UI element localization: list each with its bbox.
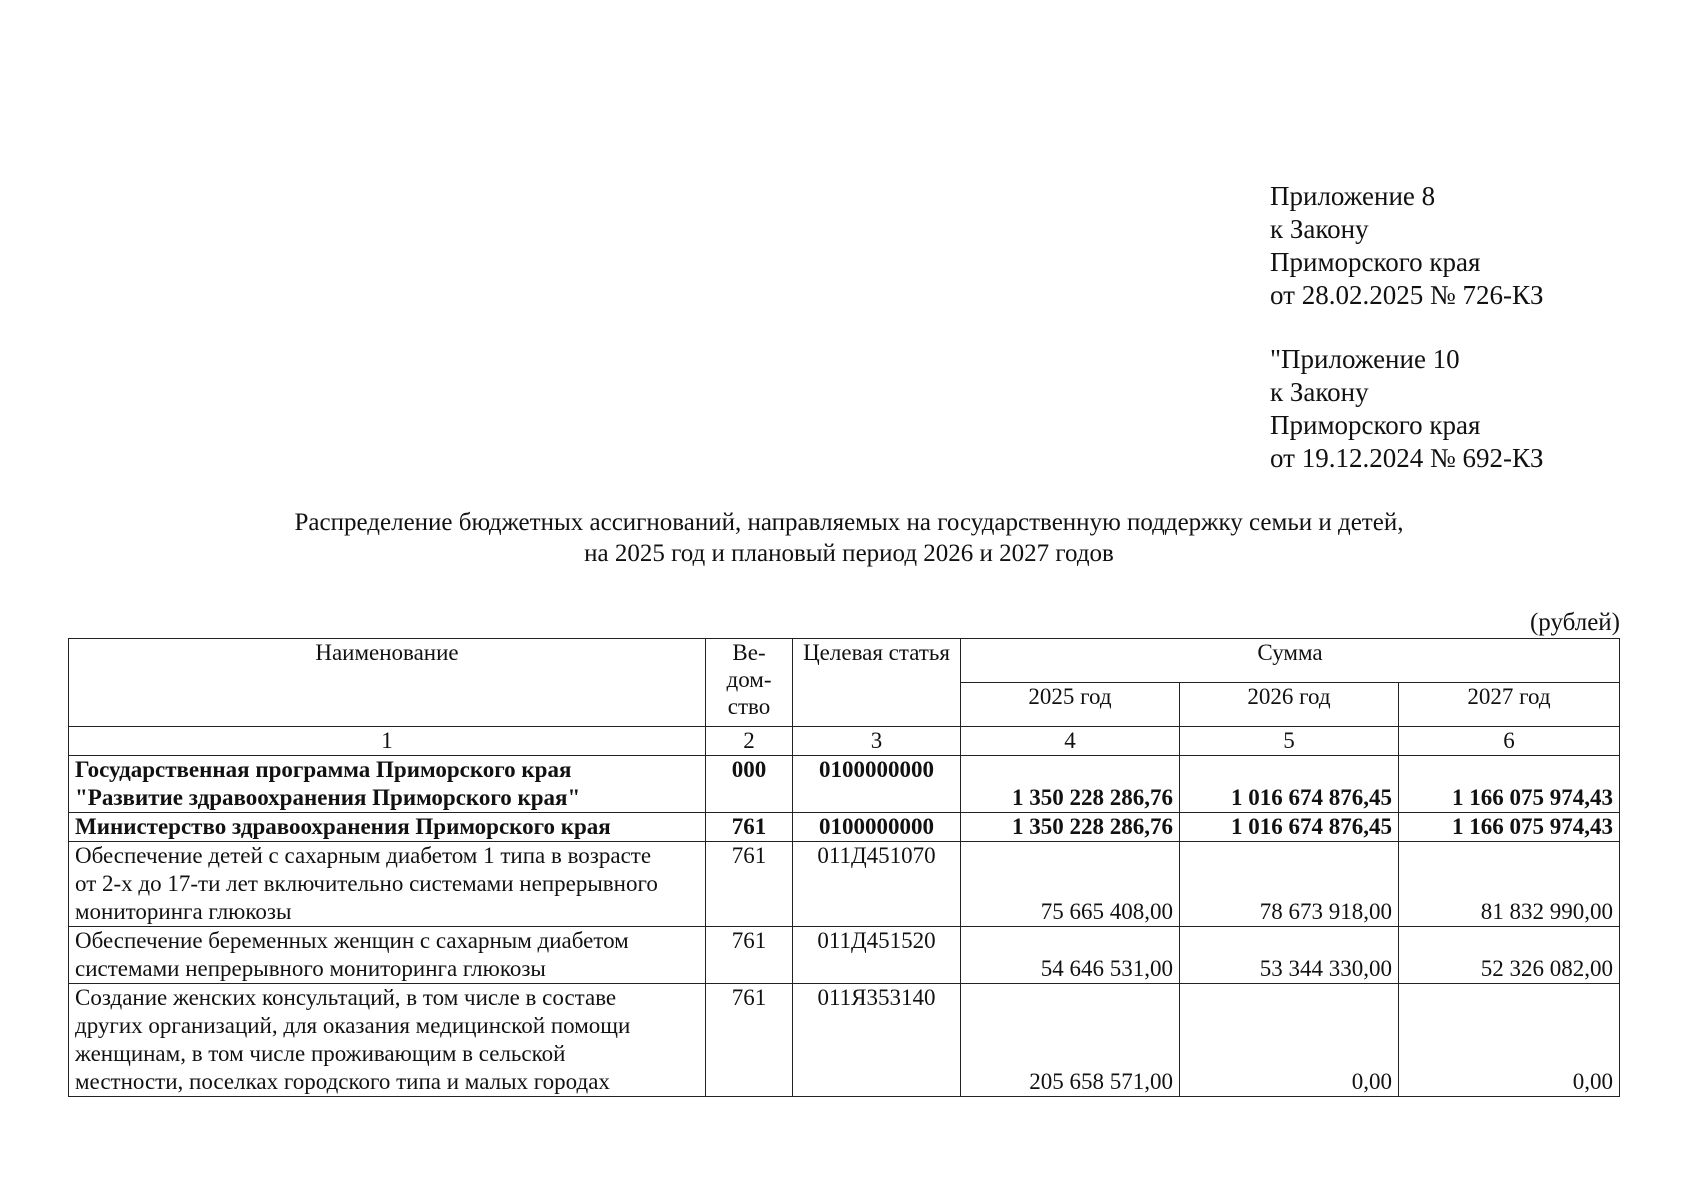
row-name-line: женщинам, в том числе проживающим в сельской [75, 1041, 566, 1066]
table-row [69, 842, 1620, 927]
row-name-line: других организаций, для оказания медицинской помощи [75, 1013, 631, 1038]
annex-current-reference [1270, 180, 1543, 312]
row-amount-2026: 1 016 674 876,45 [1180, 813, 1399, 842]
row-name-line: мониторинга глюкозы [75, 899, 292, 924]
header-sum: Сумма [961, 639, 1620, 683]
header-department [706, 639, 793, 727]
row-amount-2026: 53 344 330,00 [1180, 927, 1399, 984]
document-title [0, 507, 1698, 569]
row-name [69, 927, 706, 984]
row-name-line: Обеспечение детей с сахарным диабетом 1 типа в возрасте [75, 843, 652, 868]
row-amount-2025: 1 350 228 286,76 [961, 813, 1180, 842]
header-department-line-3: ство [727, 694, 771, 719]
row-target-item: 011Я353140 [793, 984, 961, 1097]
annex-current-line-2: к Закону [1270, 214, 1369, 244]
column-number: 2 [706, 727, 793, 756]
document-title-line-1: Распределение бюджетных ассигнований, направляемых на государственную поддержку семьи и детей, [294, 509, 1404, 536]
row-department: 761 [706, 927, 793, 984]
column-number: 1 [69, 727, 706, 756]
row-target-item: 011Д451070 [793, 842, 961, 927]
header-name: Наименование [69, 639, 706, 727]
row-department: 761 [706, 813, 793, 842]
header-department-line-1: Ве- [732, 640, 766, 665]
row-amount-2027: 81 832 990,00 [1399, 842, 1620, 927]
row-department: 761 [706, 984, 793, 1097]
header-year-2027: 2027 год [1399, 683, 1620, 727]
annex-amended-line-1: "Приложение 10 [1270, 344, 1460, 374]
table-row [69, 813, 1620, 842]
annex-current-line-3: Приморского края [1270, 247, 1481, 277]
annex-amended-line-4: от 19.12.2024 № 692-КЗ [1270, 443, 1544, 473]
column-number: 3 [793, 727, 961, 756]
table-row [69, 984, 1620, 1097]
row-amount-2026: 0,00 [1180, 984, 1399, 1097]
table-row [69, 756, 1620, 813]
row-name [69, 756, 706, 813]
row-target-item: 0100000000 [793, 813, 961, 842]
row-amount-2026: 78 673 918,00 [1180, 842, 1399, 927]
annex-current-line-1: Приложение 8 [1270, 181, 1436, 211]
row-amount-2026: 1 016 674 876,45 [1180, 756, 1399, 813]
row-name-line: местности, поселках городского типа и малых городах [75, 1069, 610, 1094]
column-number: 5 [1180, 727, 1399, 756]
row-amount-2025: 205 658 571,00 [961, 984, 1180, 1097]
row-department: 000 [706, 756, 793, 813]
row-name-line: системами непрерывного мониторинга глюкозы [75, 956, 546, 981]
table-header-row [69, 639, 1620, 683]
row-name-line: Государственная программа Приморского края [75, 757, 572, 782]
document-title-line-2: на 2025 год и плановый период 2026 и 2027 годов [584, 540, 1114, 567]
row-name-line: от 2-х до 17-ти лет включительно системами непрерывного [75, 871, 658, 896]
row-name [69, 984, 706, 1097]
row-name-line: "Развитие здравоохранения Приморского края" [75, 785, 581, 810]
row-amount-2027: 1 166 075 974,43 [1399, 813, 1620, 842]
header-year-2025: 2025 год [961, 683, 1180, 727]
header-department-line-2: дом- [726, 667, 772, 692]
row-name [69, 842, 706, 927]
row-amount-2025: 54 646 531,00 [961, 927, 1180, 984]
row-amount-2027: 1 166 075 974,43 [1399, 756, 1620, 813]
table-row [69, 927, 1620, 984]
column-number-row [69, 727, 1620, 756]
column-number: 6 [1399, 727, 1620, 756]
annex-amended-line-3: Приморского края [1270, 410, 1481, 440]
row-target-item: 011Д451520 [793, 927, 961, 984]
row-name-line: Обеспечение беременных женщин с сахарным диабетом [75, 928, 629, 953]
row-name-line: Создание женских консультаций, в том числе в составе [75, 985, 617, 1010]
annex-amended-line-2: к Закону [1270, 377, 1369, 407]
row-amount-2025: 1 350 228 286,76 [961, 756, 1180, 813]
row-amount-2027: 52 326 082,00 [1399, 927, 1620, 984]
annex-amended-reference [1270, 343, 1543, 475]
budget-allocation-table [68, 638, 1620, 1097]
row-name: Министерство здравоохранения Приморского края [69, 813, 706, 842]
row-target-item: 0100000000 [793, 756, 961, 813]
currency-unit-label: (рублей) [1529, 609, 1620, 636]
column-number: 4 [961, 727, 1180, 756]
header-target-item: Целевая статья [793, 639, 961, 727]
row-department: 761 [706, 842, 793, 927]
row-amount-2027: 0,00 [1399, 984, 1620, 1097]
row-amount-2025: 75 665 408,00 [961, 842, 1180, 927]
annex-current-line-4: от 28.02.2025 № 726-КЗ [1270, 280, 1544, 310]
header-year-2026: 2026 год [1180, 683, 1399, 727]
